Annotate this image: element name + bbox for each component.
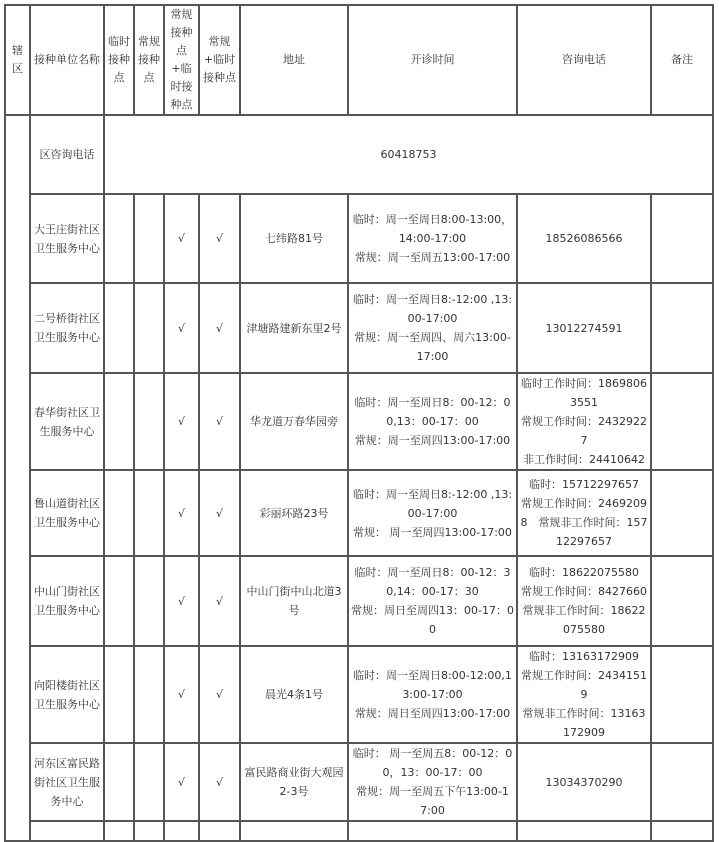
unit-name: 春华街社区卫生服务中心 — [30, 373, 104, 470]
opening-hours — [348, 283, 517, 373]
empty-cell — [164, 821, 199, 841]
header-remarks: 备注 — [651, 5, 713, 115]
hours-line: 常规：周一至周四13:00-17:00 — [354, 434, 511, 447]
header-phone: 咨询电话 — [517, 5, 651, 115]
regular-temporary-check: √ — [199, 556, 240, 646]
hours-line: 临时：周一至周日8:-12:00 ,13:00-17:00 — [352, 487, 513, 520]
regular-plus-temporary-check: √ — [164, 556, 199, 646]
regular-plus-temporary-check: √ — [164, 194, 199, 283]
unit-name: 大王庄街社区卫生服务中心 — [30, 194, 104, 283]
unit-name: 中山门街社区卫生服务中心 — [30, 556, 104, 646]
regular-temporary-check: √ — [199, 743, 240, 821]
header-regular: 常规接种点 — [134, 5, 164, 115]
temporary-cell — [104, 283, 134, 373]
header-row — [5, 5, 713, 115]
regular-plus-temporary-check: √ — [164, 373, 199, 470]
temporary-cell — [104, 646, 134, 743]
phone-line: 常规工作时间：24341519 — [521, 669, 647, 701]
address: 彩丽环路23号 — [240, 470, 348, 556]
phone — [517, 283, 651, 373]
regular-plus-temporary-check: √ — [164, 743, 199, 821]
hours-line: 临时：周一至周日8：00-12：00,13：00-17：00 — [354, 396, 511, 428]
phone — [517, 194, 651, 283]
phone-line: 临时：15712297657 — [529, 478, 639, 491]
phone-line: 18526086566 — [545, 232, 623, 245]
hours-line: 常规：周日至周四13:00-17:00 — [354, 707, 511, 720]
temporary-cell — [104, 743, 134, 821]
table-row — [5, 470, 713, 556]
empty-cell — [134, 821, 164, 841]
opening-hours — [348, 194, 517, 283]
address: 富民路商业街大观园2-3号 — [240, 743, 348, 821]
phone-line: 常规工作时间：24692098 常规非工作时间：15712297657 — [520, 497, 648, 548]
regular-plus-temporary-check: √ — [164, 646, 199, 743]
remarks — [651, 194, 713, 283]
table-row — [5, 821, 713, 841]
phone-line: 临时：13163172909 — [529, 650, 639, 663]
phone — [517, 743, 651, 821]
phone-line: 常规工作时间：8427660 — [521, 585, 647, 598]
opening-hours — [348, 373, 517, 470]
empty-cell — [240, 821, 348, 841]
phone-line: 非工作时间：24410642 — [523, 453, 645, 466]
regular-plus-temporary-check: √ — [164, 283, 199, 373]
empty-cell — [104, 821, 134, 841]
regular-temporary-check: √ — [199, 373, 240, 470]
regular-temporary-check: √ — [199, 283, 240, 373]
address: 华龙道万春华园旁 — [240, 373, 348, 470]
regular-cell — [134, 194, 164, 283]
regular-cell — [134, 470, 164, 556]
district-cell — [5, 115, 30, 841]
table-row — [5, 556, 713, 646]
header-regular-plus-temporary: 常规接种点+临时接种点 — [164, 5, 199, 115]
remarks — [651, 556, 713, 646]
table-row — [5, 194, 713, 283]
unit-name: 河东区富民路街社区卫生服务中心 — [30, 743, 104, 821]
district-phone-row — [5, 115, 713, 194]
phone-line: 常规工作时间：24329227 — [521, 415, 647, 447]
regular-cell — [134, 373, 164, 470]
regular-plus-temporary-check: √ — [164, 470, 199, 556]
hours-line: 临时：周一至周日8:00-12:00,13:00-17:00 — [353, 669, 512, 701]
hours-line: 常规：周一至周五13:00-17:00 — [354, 251, 511, 264]
phone — [517, 373, 651, 470]
regular-cell — [134, 646, 164, 743]
table-row — [5, 646, 713, 743]
regular-cell — [134, 743, 164, 821]
remarks — [651, 743, 713, 821]
header-regular-temporary: 常规+临时接种点 — [199, 5, 240, 115]
hours-line: 常规： 周一至周四13:00-17:00 — [353, 525, 512, 539]
remarks — [651, 283, 713, 373]
empty-cell — [348, 821, 517, 841]
temporary-cell — [104, 556, 134, 646]
phone — [517, 646, 651, 743]
opening-hours — [348, 646, 517, 743]
empty-cell — [517, 821, 651, 841]
remarks — [651, 373, 713, 470]
regular-temporary-check: √ — [199, 194, 240, 283]
empty-cell — [30, 821, 104, 841]
phone — [517, 556, 651, 646]
opening-hours — [348, 556, 517, 646]
hours-line: 临时： 周一至周五8：00-12：00，13：00-17：00 — [352, 747, 513, 779]
header-district: 辖区 — [5, 5, 30, 115]
vaccination-sites-table — [4, 4, 714, 842]
phone-line: 常规非工作时间：13163172909 — [522, 707, 646, 739]
hours-line: 常规：周一至周五下午13:00-17:00 — [356, 785, 509, 817]
phone-line: 临时工作时间：18698063551 — [521, 377, 647, 409]
unit-name: 鲁山道街社区卫生服务中心 — [30, 470, 104, 556]
unit-name: 向阳楼街社区卫生服务中心 — [30, 646, 104, 743]
temporary-cell — [104, 194, 134, 283]
header-hours: 开诊时间 — [348, 5, 517, 115]
hours-line: 常规：周一至周四、周六13:00-17:00 — [354, 331, 511, 363]
hours-line: 常规：周日至周四13：00-17：00 — [351, 604, 514, 636]
regular-temporary-check: √ — [199, 646, 240, 743]
remarks — [651, 646, 713, 743]
empty-cell — [651, 821, 713, 841]
temporary-cell — [104, 470, 134, 556]
unit-name: 二号桥街社区卫生服务中心 — [30, 283, 104, 373]
address: 七纬路81号 — [240, 194, 348, 283]
district-phone-label: 区咨询电话 — [30, 115, 104, 194]
temporary-cell — [104, 373, 134, 470]
hours-line: 临时：周一至周日8：00-12：30,14：00-17：30 — [354, 566, 511, 598]
header-temporary: 临时接种点 — [104, 5, 134, 115]
table-row — [5, 743, 713, 821]
header-address: 地址 — [240, 5, 348, 115]
table-row — [5, 283, 713, 373]
address: 津塘路建新东里2号 — [240, 283, 348, 373]
header-unit-name: 接种单位名称 — [30, 5, 104, 115]
hours-line: 临时：周一至周日8:00-13:00，14:00-17:00 — [352, 213, 513, 245]
phone-line: 13012274591 — [545, 321, 623, 335]
phone — [517, 470, 651, 556]
regular-temporary-check: √ — [199, 470, 240, 556]
phone-line: 13034370290 — [545, 775, 623, 789]
district-phone-value: 60418753 — [104, 115, 713, 194]
remarks — [651, 470, 713, 556]
empty-cell — [199, 821, 240, 841]
opening-hours — [348, 470, 517, 556]
regular-cell — [134, 556, 164, 646]
regular-cell — [134, 283, 164, 373]
phone-line: 常规非工作时间：18622075580 — [522, 604, 646, 636]
hours-line: 临时：周一至周日8:-12:00 ,13:00-17:00 — [352, 293, 513, 325]
address: 晨光4条1号 — [240, 646, 348, 743]
phone-line: 临时：18622075580 — [529, 566, 639, 579]
address: 中山门街中山北道3号 — [240, 556, 348, 646]
table-row — [5, 373, 713, 470]
opening-hours — [348, 743, 517, 821]
